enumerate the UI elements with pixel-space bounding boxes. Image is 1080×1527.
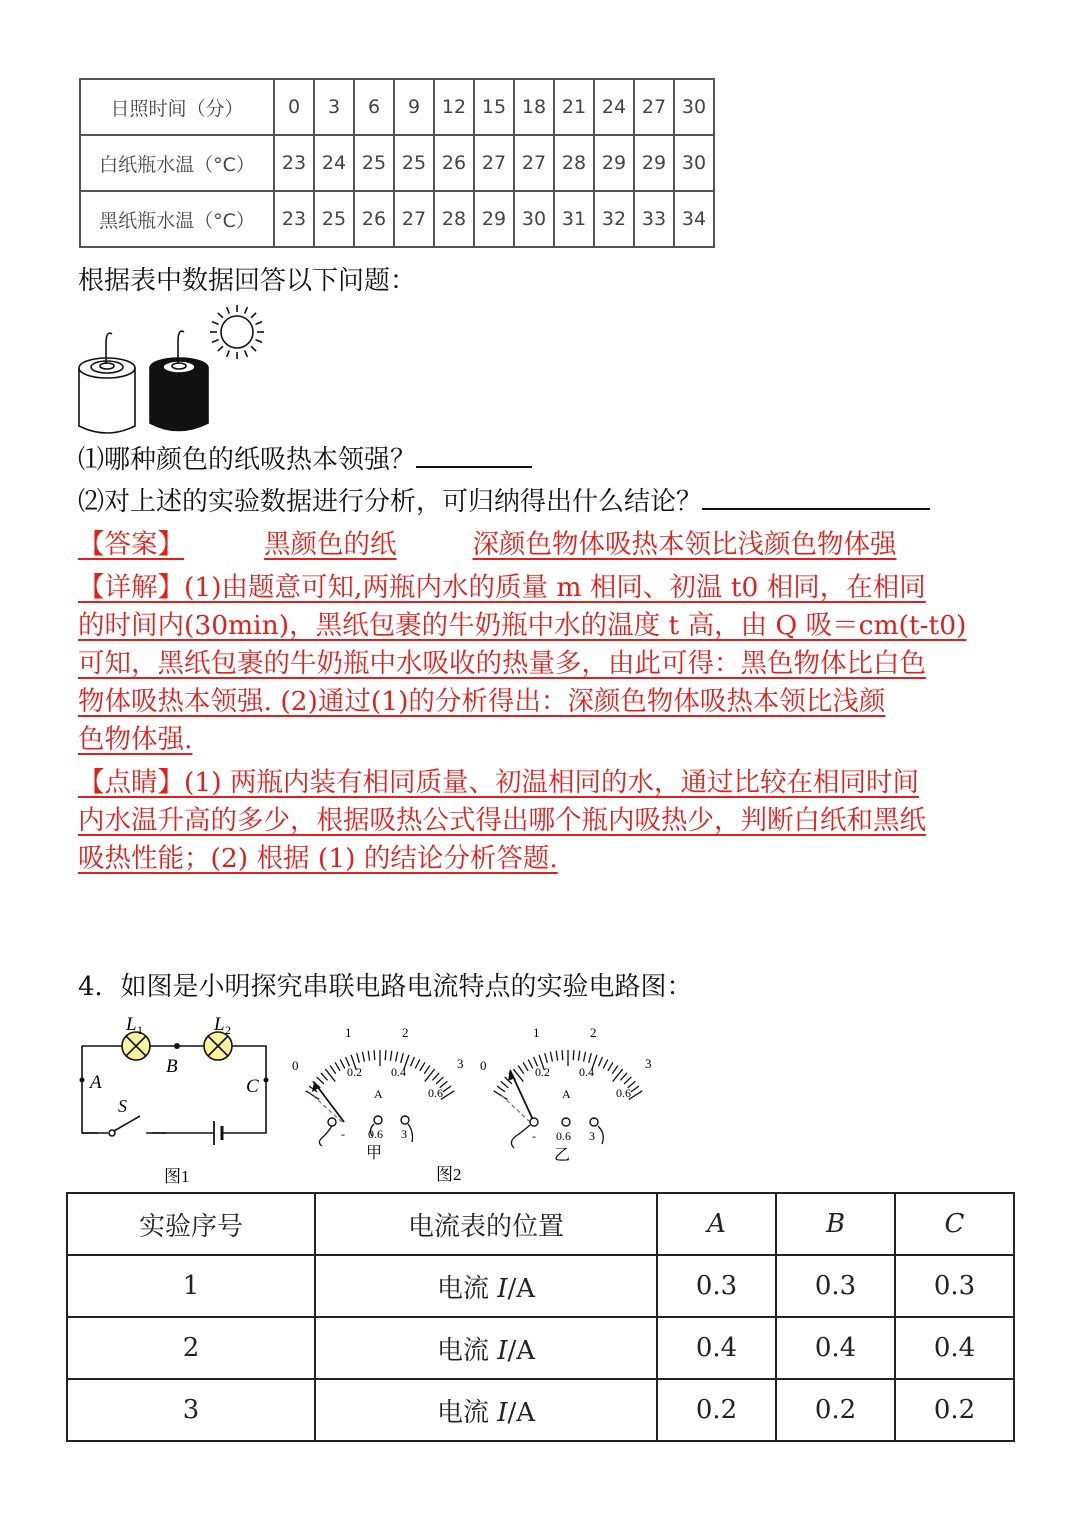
current-table <box>66 1192 1015 1442</box>
scale-label: 2 <box>590 1025 597 1040</box>
comment-line: 吸热性能；(2) 根据 (1) 的结论分析答题. <box>78 843 558 874</box>
scale-label: 0.4 <box>391 1065 406 1079</box>
bottles-illustration <box>74 308 274 438</box>
unit: /A <box>507 1335 536 1366</box>
value-cell: 0.3 <box>895 1255 1014 1317</box>
scale-label: 0.2 <box>347 1065 362 1079</box>
white-cell: 29 <box>634 135 674 191</box>
table-row <box>67 1317 1014 1379</box>
table-header-row <box>67 1193 1014 1255</box>
white-bottle-icon <box>79 333 135 433</box>
terminal-3-icon <box>590 1118 598 1126</box>
intro-text: 根据表中数据回答以下问题： <box>78 266 417 296</box>
white-cell: 27 <box>474 135 514 191</box>
time-cell: 6 <box>354 79 394 135</box>
value-cell: 0.2 <box>776 1379 895 1441</box>
black-cell: 33 <box>634 191 674 247</box>
black-cell: 23 <box>274 191 314 247</box>
terminal-label: - <box>341 1127 345 1141</box>
lamp-icon <box>122 1032 150 1060</box>
white-cell: 26 <box>434 135 474 191</box>
scale-label: 3 <box>457 1056 464 1071</box>
answer-2: 深颜色物体吸热本领比浅颜色物体强 <box>472 529 897 560</box>
header-cell: B <box>776 1193 895 1255</box>
value-cell: 0.2 <box>657 1379 776 1441</box>
terminal-3-icon <box>401 1116 409 1124</box>
terminal-label: 3 <box>589 1129 595 1143</box>
value-cell: 0.4 <box>776 1317 895 1379</box>
black-cell: 26 <box>354 191 394 247</box>
label-A: A <box>90 1072 102 1093</box>
unit-label: A <box>562 1087 571 1101</box>
value-cell: 0.4 <box>895 1317 1014 1379</box>
scale-label: 0 <box>292 1058 299 1073</box>
header-cell: 实验序号 <box>67 1193 315 1255</box>
answer-blank-2[interactable] <box>702 482 930 510</box>
answer-label: 【答案】 <box>78 529 184 560</box>
row-header-black: 黑纸瓶水温（°C） <box>80 191 274 247</box>
white-cell: 30 <box>674 135 714 191</box>
variable: I <box>497 1335 508 1366</box>
black-cell: 25 <box>314 191 354 247</box>
black-cell: 27 <box>394 191 434 247</box>
label-text: 电流 <box>436 1397 489 1428</box>
comment-line: 【点睛】(1) 两瓶内装有相同质量、初温相同的水，通过比较在相同时间 <box>78 767 919 798</box>
terminal-minus-icon <box>530 1118 538 1126</box>
label-L2-sub: 2 <box>225 1023 231 1037</box>
terminal-minus-icon <box>328 1118 336 1126</box>
label-L1-sub: 1 <box>137 1023 143 1037</box>
black-cell: 30 <box>514 191 554 247</box>
ammeter-jia <box>284 1020 474 1184</box>
black-bottle-icon <box>150 331 208 430</box>
black-cell: 29 <box>474 191 514 247</box>
unit: /A <box>507 1273 536 1304</box>
value-cell: 0.4 <box>657 1317 776 1379</box>
variable: I <box>497 1273 508 1304</box>
time-cell: 24 <box>594 79 634 135</box>
row-number: 3 <box>67 1379 315 1441</box>
row-label <box>315 1379 657 1441</box>
time-cell: 3 <box>314 79 354 135</box>
answer-blank-1[interactable] <box>416 440 532 468</box>
value-cell: 0.2 <box>895 1379 1014 1441</box>
label-text: 电流 <box>436 1335 489 1366</box>
time-cell: 30 <box>674 79 714 135</box>
detail-line: 可知，黑纸包裹的牛奶瓶中水吸收的热量多，由此可得：黑色物体比白色 <box>78 648 926 679</box>
meter-caption: 乙 <box>554 1147 571 1164</box>
terminal-label: - <box>532 1129 536 1143</box>
time-cell: 12 <box>434 79 474 135</box>
ammeter-yi <box>472 1020 662 1170</box>
circuit-diagram <box>74 1010 274 1190</box>
detail-line: 物体吸热本领强. (2)通过(1)的分析得出：深颜色物体吸热本领比浅颜 <box>78 686 886 717</box>
time-cell: 15 <box>474 79 514 135</box>
scale-label: 2 <box>402 1025 409 1040</box>
scale-label: 0 <box>480 1058 487 1073</box>
meter-caption: 甲 <box>366 1145 383 1162</box>
terminal-label: 0.6 <box>368 1127 383 1141</box>
black-cell: 31 <box>554 191 594 247</box>
temperature-table <box>79 78 715 248</box>
time-cell: 21 <box>554 79 594 135</box>
label-text: 电流 <box>436 1273 489 1304</box>
label-B: B <box>166 1056 178 1077</box>
white-cell: 23 <box>274 135 314 191</box>
fig2-caption: 图2 <box>436 1165 462 1184</box>
detail-line: 的时间内(30min)，黑纸包裹的牛奶瓶中水的温度 t 高，由 Q 吸＝cm(t-t0) <box>78 610 967 641</box>
scale-label: 3 <box>645 1056 652 1071</box>
terminal-0.6-icon <box>562 1118 570 1126</box>
white-row <box>80 135 714 191</box>
time-cell: 0 <box>274 79 314 135</box>
time-cell: 27 <box>634 79 674 135</box>
answer-line <box>78 526 897 564</box>
scale-label: 0.2 <box>535 1065 550 1079</box>
question-1-text: ⑴哪种颜色的纸吸热本领强？ <box>78 445 417 475</box>
question-2-text: ⑵对上述的实验数据进行分析，可归纳得出什么结论？ <box>78 487 703 517</box>
white-cell: 25 <box>394 135 434 191</box>
black-cell: 34 <box>674 191 714 247</box>
detail-line: 【详解】(1)由题意可知,两瓶内水的质量 m 相同、初温 t0 相同，在相同 <box>78 572 926 603</box>
label-C: C <box>246 1076 259 1097</box>
row-number: 2 <box>67 1317 315 1379</box>
scale-label: 1 <box>533 1025 540 1040</box>
header-cell: C <box>895 1193 1014 1255</box>
row-label <box>315 1317 657 1379</box>
terminal-0.6-icon <box>374 1116 382 1124</box>
table-row <box>67 1379 1014 1441</box>
answer-1: 黑颜色的纸 <box>264 529 397 560</box>
unit: /A <box>507 1397 536 1428</box>
black-cell: 28 <box>434 191 474 247</box>
white-cell: 24 <box>314 135 354 191</box>
label-L2: L <box>214 1014 225 1035</box>
row-label <box>315 1255 657 1317</box>
terminal-label: 0.6 <box>556 1129 571 1143</box>
black-cell: 32 <box>594 191 634 247</box>
white-cell: 29 <box>594 135 634 191</box>
table-row <box>67 1255 1014 1317</box>
detail-line: 色物体强. <box>78 724 193 755</box>
fig1-caption: 图1 <box>164 1167 190 1186</box>
label-S: S <box>118 1096 127 1116</box>
time-cell: 18 <box>514 79 554 135</box>
scale-label: 0.6 <box>428 1086 443 1100</box>
value-cell: 0.3 <box>657 1255 776 1317</box>
header-cell: A <box>657 1193 776 1255</box>
scale-label: 0.6 <box>616 1086 631 1100</box>
black-row <box>80 191 714 247</box>
scale-label: 0.4 <box>579 1065 594 1079</box>
unit-label: A <box>374 1087 383 1101</box>
comment-line: 内水温升高的多少，根据吸热公式得出哪个瓶内吸热少，判断白纸和黑纸 <box>78 805 926 836</box>
question-2 <box>78 482 930 521</box>
terminal-label: 3 <box>401 1127 407 1141</box>
time-row <box>80 79 714 135</box>
question-4: 4．如图是小明探究串联电路电流特点的实验电路图： <box>78 972 693 1002</box>
variable: I <box>497 1397 508 1428</box>
row-header-time: 日照时间（分） <box>80 79 274 135</box>
value-cell: 0.3 <box>776 1255 895 1317</box>
row-header-white: 白纸瓶水温（°C） <box>80 135 274 191</box>
white-cell: 25 <box>354 135 394 191</box>
white-cell: 28 <box>554 135 594 191</box>
sun-icon <box>210 305 264 359</box>
question-1 <box>78 440 532 479</box>
time-cell: 9 <box>394 79 434 135</box>
header-cell: 电流表的位置 <box>315 1193 657 1255</box>
row-number: 1 <box>67 1255 315 1317</box>
label-L1: L <box>126 1014 137 1035</box>
white-cell: 27 <box>514 135 554 191</box>
scale-label: 1 <box>345 1025 352 1040</box>
